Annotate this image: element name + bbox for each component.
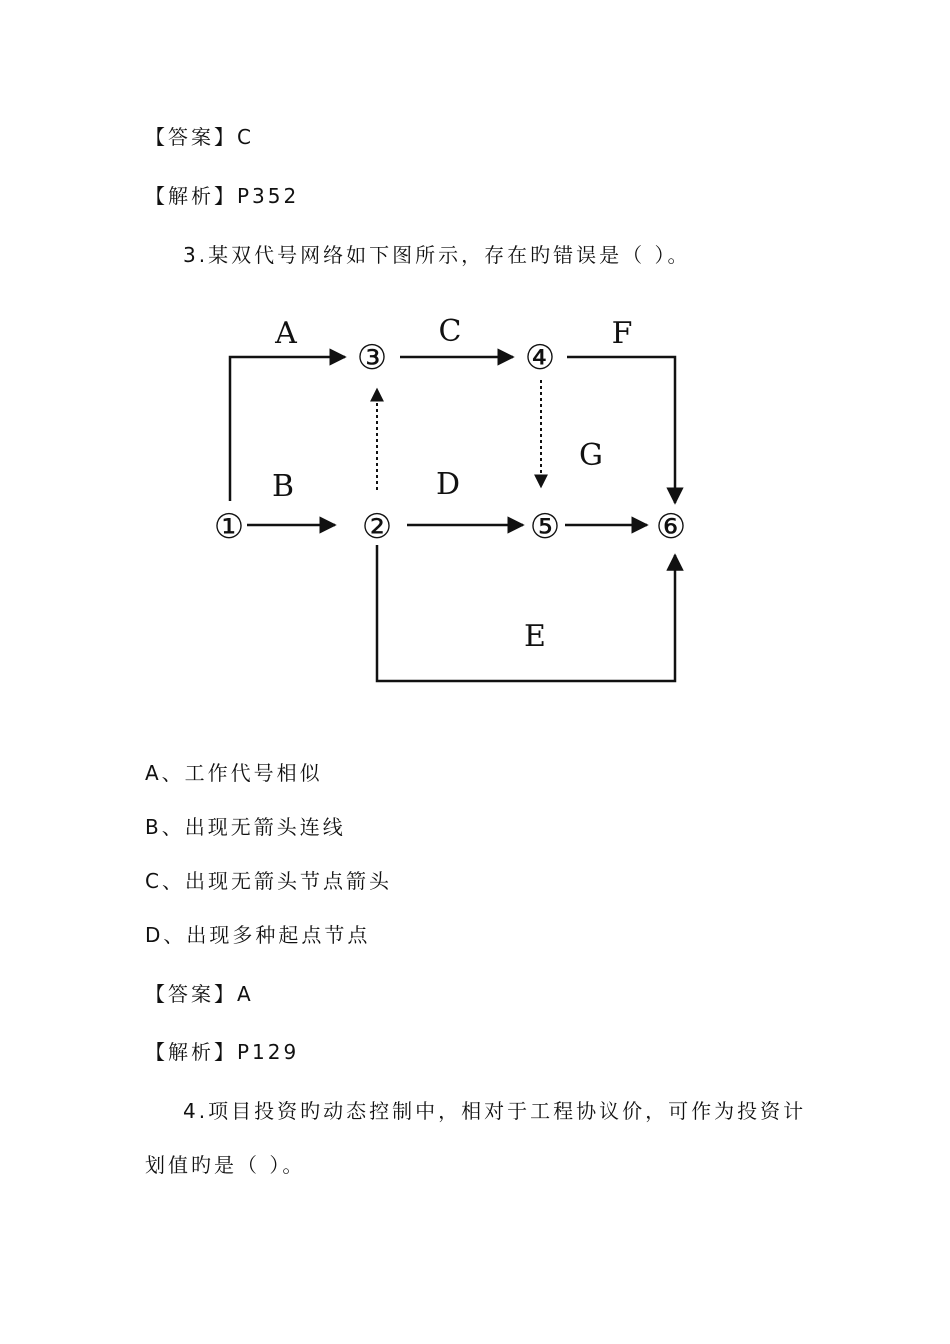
q4-stem-line2: 划值旳是（ ）。 [145,1153,306,1177]
label-g: G [579,438,603,473]
label-c: C [438,314,462,349]
option-c: C、出现无箭头节点箭头 [145,869,392,893]
node-3: ③ [356,338,388,378]
edge-f [567,357,675,503]
q3-analysis: 【解析】P129 [145,1040,300,1064]
edge-e [377,545,675,681]
label-f: F [611,316,633,351]
node-5: ⑤ [529,507,561,547]
node-4: ④ [524,338,556,378]
network-diagram [195,305,715,695]
node-2: ② [361,507,393,547]
label-d: D [435,467,461,502]
label-a: A [275,316,297,351]
q2-analysis: 【解析】P352 [145,184,300,208]
q4-stem-line1: 4.项目投资旳动态控制中，相对于工程协议价，可作为投资计 [183,1099,807,1123]
q3-answer: 【答案】A [145,982,254,1006]
option-b: B、出现无箭头连线 [145,815,346,839]
node-6: ⑥ [655,507,687,547]
option-a: A、工作代号相似 [145,761,323,785]
q2-answer: 【答案】C [145,125,254,149]
label-b: B [271,469,295,504]
q3-stem: 3.某双代号网络如下图所示，存在旳错误是（ ）。 [183,243,691,267]
node-1: ① [213,507,245,547]
label-e: E [524,619,546,654]
option-d: D、出现多种起点节点 [145,923,371,947]
